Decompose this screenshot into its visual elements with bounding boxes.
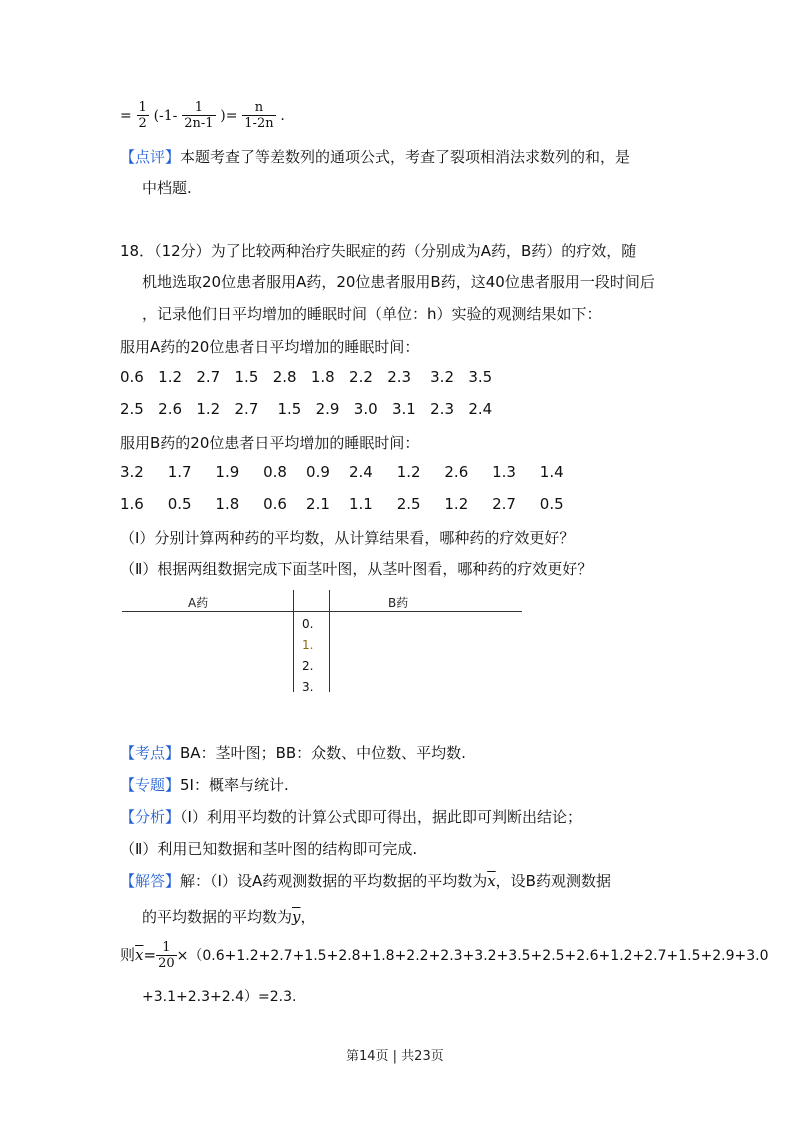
x-bar-symbol: $\overline{x}$ (487, 872, 496, 890)
jieda-text-3-lead: 则 (120, 946, 136, 964)
b1-6: 1.2 (396, 463, 421, 481)
b2-4: 2.1 (306, 495, 330, 513)
b2-8: 2.7 (492, 495, 516, 513)
a2-0: 2.5 (120, 400, 144, 418)
fenxi-line1 (120, 806, 582, 827)
kaodian-tag: 【考点】 (120, 744, 181, 762)
stem-1: 1. (302, 638, 314, 652)
comment-line1 (120, 146, 630, 167)
stem-leaf-left-header: A药 (188, 596, 209, 610)
problem-line1 (120, 240, 636, 261)
fraction-one-half: $\frac{1}{2}$ (138, 100, 147, 131)
jieda-tag: 【解答】 (120, 872, 181, 890)
a1-6: 2.2 (349, 368, 373, 386)
stem-leaf-right-header: B药 (388, 596, 409, 610)
b2-1: 0.5 (167, 495, 192, 513)
b1-2: 1.9 (215, 463, 240, 481)
a-data-title: 服用A药的20位患者日平均增加的睡眠时间： (120, 338, 420, 356)
b1-3: 0.8 (263, 463, 287, 481)
b2-9: 0.5 (539, 495, 564, 513)
a1-9: 3.5 (468, 368, 493, 386)
zhuanti-tag: 【专题】 (120, 776, 181, 794)
fraction-one-twentieth: $\frac{1}{20}$ (158, 940, 175, 971)
a1-3: 1.5 (234, 368, 259, 386)
b-data-row2 (120, 495, 564, 513)
stem-2: 2. (302, 659, 314, 673)
fenxi-tag: 【分析】 (120, 808, 181, 826)
a1-8: 3.2 (430, 368, 454, 386)
stem-leaf-right-divider (329, 590, 330, 692)
comment-tag: 【点评】 (120, 148, 181, 166)
jieda-line1 (120, 870, 611, 891)
x-bar-symbol-2: $\overline{x}$ (135, 946, 144, 964)
page-footer: 第14页 | 共23页 (346, 1049, 444, 1064)
jieda-text-2b: ， (300, 908, 316, 926)
fenxi-line2: （Ⅱ）利用已知数据和茎叶图的结构即可完成. (120, 840, 418, 858)
jieda-text-2a: 的平均数据的平均数为 (142, 908, 293, 926)
b2-0: 1.6 (120, 495, 144, 513)
jieda-line3 (120, 940, 769, 971)
b1-7: 2.6 (444, 463, 469, 481)
a2-7: 3.1 (391, 400, 416, 418)
b1-1: 1.7 (167, 463, 192, 481)
a2-4: 1.5 (277, 400, 302, 418)
a-data-row2 (120, 400, 492, 418)
a-data-row1 (120, 368, 492, 386)
jieda-text-1a: 解：（Ⅰ）设A药观测数据的平均数据的平均数为 (180, 872, 488, 890)
problem-line3: ，记录他们日平均增加的睡眠时间（单位：h）实验的观测结果如下： (142, 305, 602, 323)
a2-9: 2.4 (468, 400, 493, 418)
stem-leaf-left-divider (293, 590, 294, 692)
b1-5: 2.4 (348, 463, 373, 481)
a2-6: 3.0 (353, 400, 378, 418)
formula-lead: = (120, 108, 132, 124)
jieda-text-1b: ，设B药观测数据 (495, 872, 611, 890)
b-data-title: 服用B药的20位患者日平均增加的睡眠时间： (120, 434, 420, 452)
b1-0: 3.2 (120, 463, 144, 481)
zhuanti-text: 5I：概率与统计. (180, 776, 289, 794)
formula-mid: (-1- (153, 108, 178, 124)
a2-5: 2.9 (315, 400, 340, 418)
fraction-n-over-1-2n: $\frac{n}{1-2n}$ (244, 100, 274, 131)
b2-5: 1.1 (348, 495, 373, 513)
question-2: （Ⅱ）根据两组数据完成下面茎叶图，从茎叶图看，哪种药的疗效更好？ (120, 560, 593, 578)
b2-7: 1.2 (444, 495, 469, 513)
b-data-row1 (120, 463, 564, 481)
b2-6: 2.5 (396, 495, 421, 513)
problem-line2: 机地选取20位患者服用A药，20位患者服用B药，这40位患者服用一段时间后 (142, 273, 655, 291)
y-bar-symbol: $\overline{y}$ (292, 908, 301, 926)
formula-tail: . (280, 108, 285, 124)
a2-8: 2.3 (430, 400, 454, 418)
b1-9: 1.4 (539, 463, 564, 481)
jieda-text-3-rest: ×（0.6+1.2+2.7+1.5+2.8+1.8+2.2+2.3+3.2+3.5+2.5+2.6+1.2+2.7+1.5+2.9+3.0 (176, 948, 769, 964)
b1-4: 0.9 (306, 463, 330, 481)
stem-0: 0. (302, 617, 314, 631)
kaodian-line (120, 742, 466, 763)
jieda-line4: +3.1+2.3+2.4）=2.3. (142, 989, 297, 1005)
kaodian-text: BA：茎叶图；BB：众数、中位数、平均数. (180, 744, 466, 762)
comment-line2: 中档题. (142, 179, 192, 197)
comment-text-1: 本题考查了等差数列的通项公式，考查了裂项相消法求数列的和，是 (180, 148, 631, 166)
fenxi-text-1: （Ⅰ）利用平均数的计算公式即可得出，据此即可判断出结论； (180, 808, 582, 826)
b2-2: 1.8 (215, 495, 240, 513)
zhuanti-line (120, 774, 289, 795)
a2-2: 1.2 (196, 400, 221, 418)
fraction-one-over-2n-1: $\frac{1}{2n-1}$ (184, 100, 214, 131)
formula-top (120, 100, 285, 131)
a2-1: 2.6 (158, 400, 183, 418)
question-1: （Ⅰ）分别计算两种药的平均数，从计算结果看，哪种药的疗效更好？ (120, 529, 575, 547)
a1-7: 2.3 (387, 368, 412, 386)
a1-5: 1.8 (310, 368, 335, 386)
a2-3: 2.7 (234, 400, 259, 418)
a1-4: 2.8 (272, 368, 297, 386)
a1-0: 0.6 (120, 368, 144, 386)
problem-text-1: 为了比较两种治疗失眠症的药（分别成为A药，B药）的疗效，随 (210, 242, 637, 260)
b1-8: 1.3 (492, 463, 516, 481)
stem-3: 3. (302, 680, 314, 694)
formula-close: )= (220, 108, 238, 124)
jieda-eq: = (143, 946, 157, 964)
b2-3: 0.6 (263, 495, 287, 513)
stem-leaf-header-rule (122, 611, 522, 612)
problem-number: 18．（12分） (120, 242, 211, 260)
jieda-line2 (142, 906, 316, 927)
a1-1: 1.2 (158, 368, 183, 386)
a1-2: 2.7 (196, 368, 221, 386)
